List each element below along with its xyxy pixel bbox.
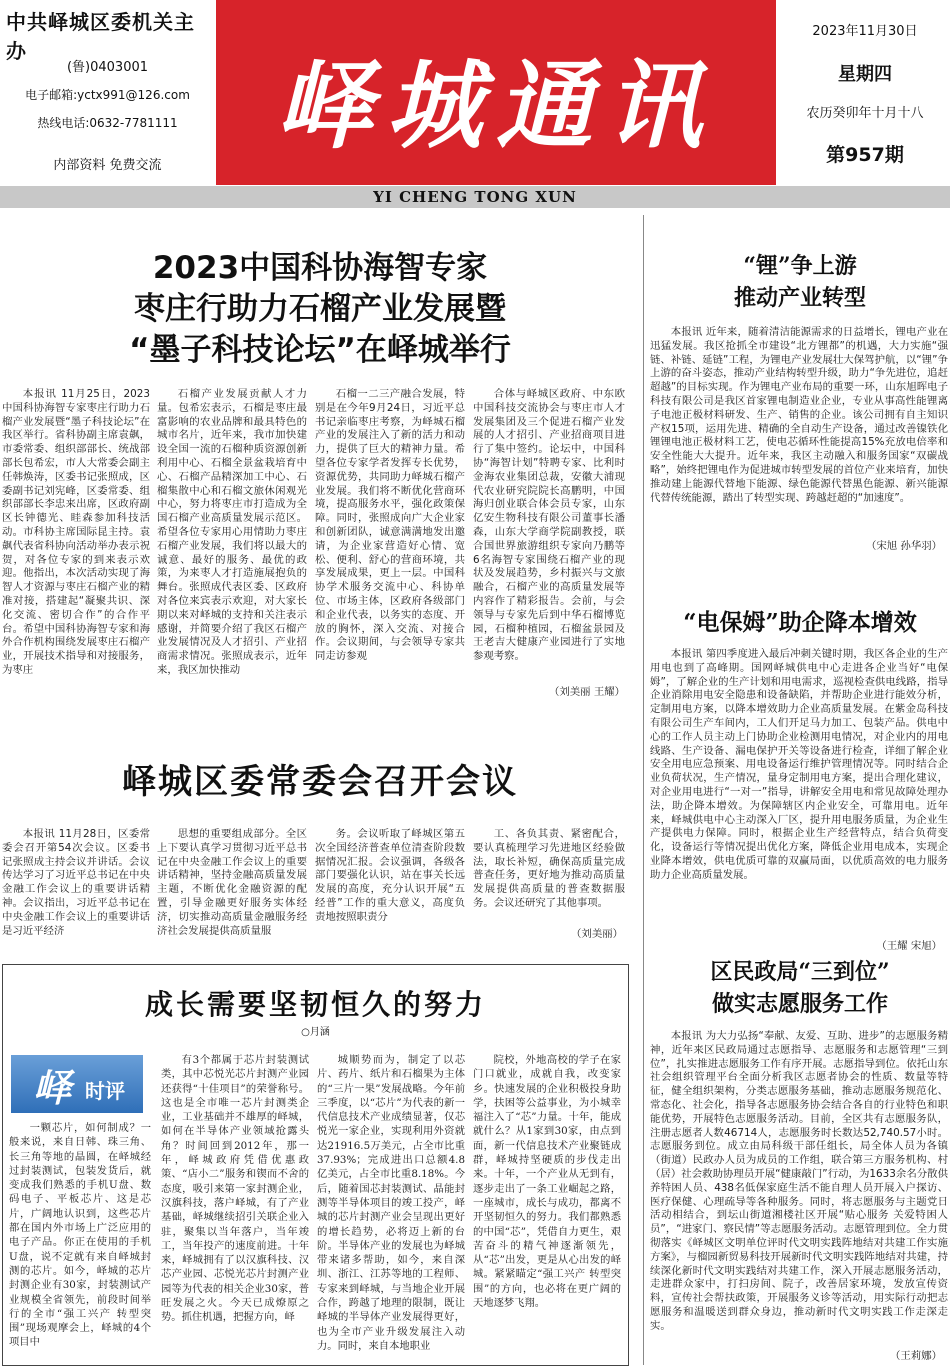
headline-line: 做实志愿服务工作 xyxy=(711,991,888,1017)
right-article1-body: 本报讯 近年来，随着清洁能源需求的日益增长，锂电产业在迅猛发展。我区抢抓全市建设“北方锂都”的机遇，大力实施“强链、补链、延链”工程，为锂电产业发展壮大保驾护航，以“锂”争上游的奋斗姿态，推动产业结构转型升级，助力“争先进位，追赶超越”的目标实现。作为锂电产业布局的重要一环，山东旭晖电子科技有限公司是我区首家锂电制造业企业，专业从事高性能锂离子电池正极材料研发、生产、销售的企业。该公司拥有自主知识产权15项，运用先进、精确的全自动生产设备，通过改善镍铁化锂锂电池正极材料工艺，使电芯循环性能提高15%充放电倍率和安全性能大大提升。近年来，我区主动融入和服务国家“双碳战略”，始终把锂电作为促进城市转型发展的首位产业来培育，加快推动建上能源代替地下能源、绿色能源代替黑色能源、新兴能源代替传统能源，踏出了转型实现、跨越赶超的“加速度”。 xyxy=(650,326,948,504)
pinyin-bar xyxy=(0,186,950,208)
article2-source: （刘美丽） xyxy=(571,928,623,940)
commentary-box xyxy=(2,964,629,1366)
right-article1-headline xyxy=(650,250,950,314)
headline-line: 2023中国科协海智专家 xyxy=(152,250,488,286)
right-article3-headline xyxy=(650,956,950,1020)
right-article3-source: （王莉娜） xyxy=(890,1350,942,1362)
article1-headline xyxy=(40,248,600,371)
right-article2-source: （王耀 宋旭） xyxy=(876,940,942,952)
right-article1-source: （宋旭 孙华羽） xyxy=(865,540,942,552)
commentary-title: 成长需要坚韧恒久的努力 xyxy=(144,988,486,1021)
article2-column: 务。会议听取了峄城区第五次全国经济普查单位清查阶段数据情况汇报。会议强调，各级各部门要强化认识，站在事关长远发展的高度，充分认识开展“五经普”工作的重大意义，高度负责地按照职责分 xyxy=(315,828,465,923)
headline-line: “墨子科技论坛”在峄城举行 xyxy=(129,332,511,368)
commentary-column: 一颗芯片，如何制成？一般来说，来自日韩、珠三角、长三角等地的晶圆，在峄城经过封装测试，包装发货后，就变成我们熟悉的手机U盘、数码电子、平板芯片、这是芯片，广阔地认识到，这些芯片都在国内外市场上广泛应用的电子产品。你正在使用的手机U盘，说不定就有来自峄城封测的芯片。如今，峄城的芯片封测企业有30家，封装测试产业规模全省领先，前段时间举行的全市“强工兴产 转型突围”现场观摩会上，峄城的4个项目中 xyxy=(9,1122,151,1349)
article2-headline: 峄城区委常委会召开会议 xyxy=(122,762,518,802)
masthead-right xyxy=(780,0,950,185)
newspaper-title: 峄城通讯 xyxy=(276,49,716,162)
headline-line: “锂”争上游 xyxy=(743,253,857,279)
article1-column: 石榴一二三产融合发展，特别是在今年9月24日，习近平总书记亲临枣庄考察，为峄城石榴产业的发展注入了新的活力和动力，提供了巨大的精神力量。希望各位专家学者发挥专长优势，资源优势，共同助力峄城石榴产业发展。我们将不断优化营商环境，提高服务水平，强化政策保障。同时，张照成向广大企业家和创新团队，诚意满满地发出邀请，为企业家营造好心情、宽松、便利、舒心的营商环境，共享发展成果，更上一层。中国科协学术服务交流中心、科协单位、市场主体，区政府各级部门和企业代表，以务实的态度、开放的胸怀，深入交流、对接合作。会议期间，与会领导专家共同走访参观 xyxy=(315,388,465,663)
article1-column: 石榴产业发展贡献人才力量。包希宏表示，石榴是枣庄最富影响的农业品牌和最具特色的城市名片，近年来，我市加快建设全国一流的石榴种质资源创新利用中心、石榴全景盆栽培育中心、石榴产品精深加工中心、石榴集散中心和石榴文旅休闲观光中心，努力将枣庄市打造成为全国石榴产业高质量发展示范区。希望各位专家用心用情助力枣庄石榴产业发展，我们将以最大的诚意、最好的服务、最优的政策，为来枣人才打造施展抱负的舞台。张照成代表区委、区政府对各位来宾表示欢迎，对大家长期以来对峄城的支持和关注表示感谢，并简要介绍了我区石榴产业发展情况及人才招引、产业招商需求情况。张照成表示，近年来，我区加快推动 xyxy=(157,388,307,676)
headline-line: 推动产业转型 xyxy=(733,285,866,311)
masthead-note: 内部资料 免费交流 xyxy=(53,158,162,173)
commentary-column: 院校，外地高校的学子在家门口就业，成就自我，改变家乡。快速发展的企业积极投身助学，扶困等公益事业，为小城幸福注入了“芯”力量。十年，能成就什么？从1家到30家，由点到面，新一代信息技术产业聚链成群，峄城持坚硬质的步伐走出来。十年，一个产业从无到有，逐步走出了一条工业崛起之路，一座城市，成长与成功，都离不开坚韧恒久的努力。我们都熟悉的中国“芯”，凭借自力更生，艰苦奋斗的精气神逐渐领先，从“芯”出发，更是从心出发的峄城。紧紧瞄定“强工兴产 转型突围”的方向，也必将在更广阔的天地逐梦飞翔。 xyxy=(473,1054,621,1310)
commentary-author: ○月涵 xyxy=(301,1027,330,1038)
right-article2-headline: “电保姆”助企降本增效 xyxy=(683,609,917,636)
badge-label: 时评 xyxy=(85,1079,125,1103)
newspaper-pinyin: YI CHENG TONG XUN xyxy=(373,188,577,206)
right-article2-body: 本报讯 第四季度进入最后冲刺关键时期，我区各企业的生产用电也到了高峰期。国网峄城供电中心走进各企业当好“电保姆”，了解企业的生产计划和用电需求，巡视检查供电线路，指导企业消除用电安全隐患和设备缺陷，并帮助企业进行能效分析，定制用电方案，以降本增效助力企业高质量发展。在紫金岛科技有限公司生产车间内，工人们开足马力加工、包装产品。供电中心的工作人员主动上门协助企业检测用电情况，对企业内的用电线路、生产设备、漏电保护开关等设备进行检查，详细了解企业安全用电应急预案、用电设备运行维护管理情况等。同时结合企业负荷状况，生产情况，量身定制用电方案，提出合理化建议，对企业用电进行“一对一”指导，讲解安全用电和常见故障处理办法，助企降本增效。为保障辖区内企业安全，可靠用电。近年来，峄城供电中心主动深入厂区，提升用电服务质量，为企业生产提供电力保障。同时，根据企业生产经营特点，结合负荷变化，设备运行等情况提出优化方案，降低企业用电成本，实现企业降本增效，供电优质可靠的双赢局面，以优质高效的电力服务助力企业高质量发展。 xyxy=(650,648,948,881)
right-article3-body: 本报讯 为大力弘扬“奉献、友爱、互助、进步”的志愿服务精神，近年来区民政局通过志愿指导、志愿服务和志愿管理“三到位”，扎实推进志愿服务工作有序开展。志愿指导到位。依托山东社会组织管理平台全面分析我区志愿者协会的性质、数量等特征，健全组织架构，分类志愿服务基础，推动志愿服务规范化、常态化、社会化，指导各志愿服务协会结合各自的行业特色和职能优势，开展特色志愿服务活动。目前，全区共有志愿服务队，注册志愿者人数46714人，志愿服务时长数达52,740.57小时。志愿服务到位。成立由局科级干部任组长，局全体人员为各镇（街道）民政办人员为成员的工作组，联合第三方服务机构、村（居）社会救助协理员开展“健康敲门”行动，为1633余名分散供养特困人员、438名低保家庭生活不能自理人员开展入户探访、医疗保健、心理疏导等各种服务。同时，将志愿服务与主题党日活动相结合，到坛山街道湘楼社区开展“贴心服务 关爱特困人员”，“进家门、察民情”等志愿服务活动。志愿管理到位。全力贯彻落实《峄城区文明单位评时代文明实践阵地结对共建工作实施方案》，与榴园新贸易科技开展新时代文明实践阵地结对共建，持续深化新时代文明实践结对共建工作，深入开展志愿服务活动，走进群众家中，打扫房间、院子，改善居家环境，发放宣传资料，宣传社会帮扶政策，开展服务义诊等活动，用实际行动把志愿服务和温暖送到群众身边，推动新时代文明实践工作走深走实。 xyxy=(650,1030,948,1332)
headline-line: 枣庄行助力石榴产业发展暨 xyxy=(134,291,506,327)
commentary-column: 有3个都属于芯片封装测试类，其中芯悦光芯片封测产业园还获得“十佳项目”的荣誉称号。这也是全市唯一芯片封测类企业，工业基础并不雄厚的峄城，如何在半导体产业领域抢露头角？时间回到2012年，那一年，峄城政府凭借优惠政策、“店小二”服务和锲而不舍的态度，吸引来第一家封测企业，汉旗科技，落户峄城，有了产业基础，峄城继续招引关联企业入驻，聚集以当年落户，当年竣工，当年投产的速度前进。十年来，峄城拥有了以汉旗科技、汉芯产业园、芯悦光芯片封测产业园等为代表的相关企业30家，普旺发展之火。今天已成燎原之势。抓住机遇，把握方向，峄 xyxy=(161,1054,309,1324)
article2-column: 本报讯 11月28日，区委常委会召开第54次会议。区委书记张照成主持会议并讲话。会议传达学习了习近平总书记在中央金融工作会议上的重要讲话精神。会议指出，习近平总书记在中央金融工作会议上的重要讲话是习近平经济 xyxy=(2,828,150,937)
headline-line: 区民政局“三到位” xyxy=(710,959,890,985)
masthead-email: 电子邮箱:yctx991@126.com xyxy=(25,88,190,102)
article2-column: 思想的重要组成部分。全区上下要认真学习贯彻习近平总书记在中央金融工作会议上的重要讲话精神，坚持金融高质量发展主题，不断优化金融资源的配置，引导金融更好服务实体经济，切实推动高质量金融服务经济社会发展提供高质量服 xyxy=(157,828,307,937)
article1-column: 本报讯 11月25日，2023中国科协海智专家枣庄行助力石榴产业发展暨“墨子科技论坛”在我区举行。省科协副主席袁飙，市委常委、组织部部长、统战部部长包希宏，市人大常委会副主任韩焕涛，区委书记张照成，区委副书记刘宪峰，区委常委、组织部部长李忠来出席，区政府副区长钟德光、眭森参加科技活动。市科协主席国际昆主持。袁飙代表省科协向活动举办表示祝贺，对各位专家的到来表示欢迎。他指出，本次活动实现了海智人才资源与枣庄石榴产业的精准对接，搭建起“凝聚共识、深化交流、密切合作”的合作平台。希望中国科协海智专家和海外合作机构围绕发展枣庄石榴产业，开展技术指导和对接服务，为枣庄 xyxy=(2,388,150,676)
masthead-banner xyxy=(216,0,776,185)
masthead-registration: (鲁)0403001 xyxy=(66,60,149,75)
column-divider xyxy=(643,215,644,1365)
masthead-org: 中共峄城区委机关主办 xyxy=(6,10,195,63)
masthead-phone: 热线电话:0632-7781111 xyxy=(37,116,178,130)
issue-weekday: 星期四 xyxy=(838,64,892,85)
article2-column: 工、各负其责、紧密配合，要认真梳理学习先进地区经验做法，取长补短，确保高质量完成普查任务，更好地为推动高质量发展提供高质量的普查数据服务。会议还研究了其他事项。 xyxy=(473,828,625,909)
masthead-left xyxy=(0,0,215,185)
article1-source: （刘美丽 王耀） xyxy=(548,686,625,698)
commentary-badge xyxy=(11,1055,143,1113)
article1-column: 合体与峄城区政府、中东欧中国科技交流协会与枣庄市人才发展集团及三个促进石榴产业发展的人才招引、产业招商项目进行了集中签约。论坛中，中国科协“海智计划”特聘专家、比利时金海农业集团总裁，安徽大浦现代农业研究院院长高鹏明，中国海归创业联合体会员专家，山东亿安生物科技有限公司董事长潘森，山东大学商学院副教授，联合国世界旅游组织专家向乃鹏等6名海智专家围绕石榴产业的现状及发展趋势，乡村振兴与文旅融合，石榴产业的高质量发展等内容作了精彩报告。会前，与会领导与专家先后到中华石榴博览园，石榴种植园，石榴盆景园及王老吉大健康产业园进行了实地参观考察。 xyxy=(473,388,625,663)
issue-lunar-date: 农历癸卯年十月十八 xyxy=(806,106,924,121)
issue-date: 2023年11月30日 xyxy=(812,24,918,39)
commentary-column: 城顺势而为，制定了以芯片、药片、纸片和石榴果为主体的“三片一果”发展战略。今年前三季度，以“芯片”为代表的新一代信息技术产业成绩显著，仅芯悦光一家企业，实现利用外资就达21916.5万美元，占全市比重37.93%；完成进出口总额4.8亿美元，占全市比重8.18%。今后，随着国芯封装测试、晶能封测等半导体项目的竣工投产，峄城的芯片封测产业会呈现出更好的增长趋势，必将迈上新的台阶。半导体产业的发展也为峄城带来诸多帮助，如今，来自深圳、浙江、江苏等地的工程师、专家来到峄城，与当地企业开展合作，跨越了地理的限制，既让峄城的半导体产业发展得更好，也为全市产业升级发展注入动力。同时，来自本地职业 xyxy=(317,1054,465,1352)
issue-number: 第957期 xyxy=(826,144,904,166)
badge-character: 峄 xyxy=(33,1065,72,1110)
